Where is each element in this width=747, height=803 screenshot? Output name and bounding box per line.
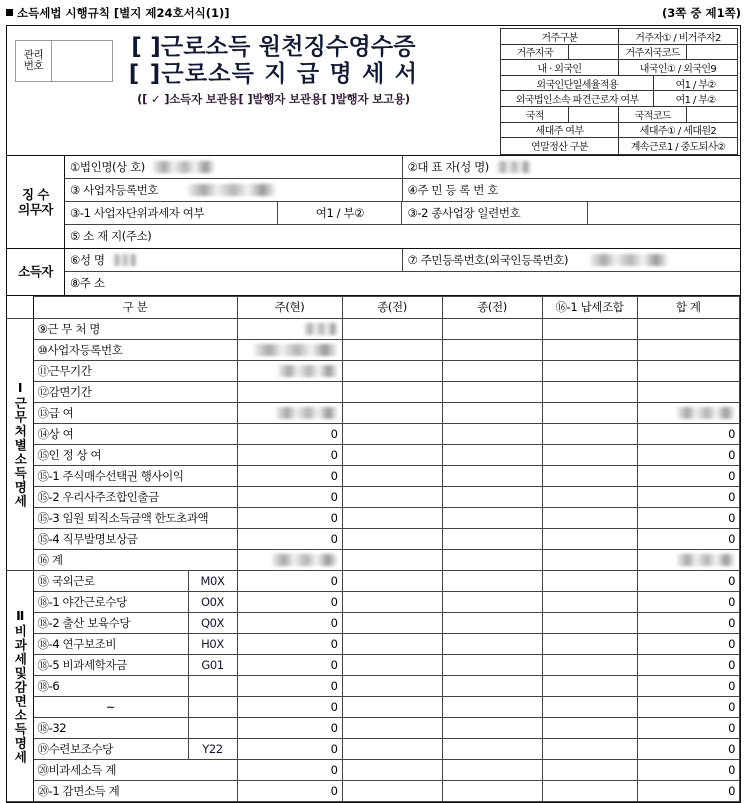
- table-row: [7, 696, 740, 717]
- residency-info-label: 연말정산 구분: [501, 138, 619, 154]
- row-label: ⑩사업자등록번호: [33, 339, 237, 360]
- row-label: ⑱-5 비과세학자금: [33, 654, 188, 675]
- value-previous-2[interactable]: [442, 402, 542, 423]
- section-2-vertical-label: Ⅱ비과세및감면소득명세: [12, 607, 28, 764]
- column-header-0: 구 분: [33, 296, 237, 318]
- residency-info-label: 내국인① / 외국인9: [639, 63, 717, 75]
- regulation-reference: 소득세법 시행규칙 [별지 제24호서식(1)]: [17, 6, 230, 20]
- value-previous-2[interactable]: [442, 759, 542, 780]
- table-row: [7, 423, 740, 444]
- value-tax-association[interactable]: [542, 507, 637, 528]
- value-previous-1[interactable]: [342, 486, 442, 507]
- value-previous-1[interactable]: [342, 318, 442, 339]
- value-previous-2[interactable]: [442, 612, 542, 633]
- section-2-side-cell: [7, 570, 33, 801]
- value-previous-1[interactable]: [342, 507, 442, 528]
- redacted-value: [276, 407, 338, 419]
- residency-info-label: 여1 / 부②: [675, 95, 716, 106]
- row-label: ⑮-4 직무발명보상금: [33, 528, 237, 549]
- value-current-workplace[interactable]: 0: [237, 780, 342, 801]
- value-current-workplace[interactable]: [237, 318, 342, 339]
- value-previous-1[interactable]: [342, 696, 442, 717]
- value-previous-2[interactable]: [442, 633, 542, 654]
- residency-info-row: [501, 29, 737, 45]
- value-current-workplace[interactable]: 0: [237, 696, 342, 717]
- table-row: [7, 675, 740, 696]
- form-header-left: [7, 26, 500, 155]
- row-label: ⑨근 무 처 명: [33, 318, 237, 339]
- value-total[interactable]: [637, 549, 740, 570]
- table-row: [7, 591, 740, 612]
- value-current-workplace[interactable]: [237, 360, 342, 381]
- value-current-workplace[interactable]: [237, 402, 342, 423]
- residency-info-label: 계속근로1 / 중도퇴사②: [630, 142, 726, 154]
- value-previous-1[interactable]: [342, 759, 442, 780]
- field-row: [65, 156, 740, 179]
- value-total[interactable]: 0: [637, 486, 740, 507]
- redacted-value: [677, 407, 735, 419]
- value-current-workplace[interactable]: 0: [237, 717, 342, 738]
- residency-info-input[interactable]: [569, 45, 619, 60]
- field-row: [65, 272, 740, 295]
- row-label: ⑱ 국외근로: [33, 570, 188, 591]
- table-row: [7, 444, 740, 465]
- row-label: ⑮-1 주식매수선택권 행사이익: [33, 465, 237, 486]
- residency-info-input[interactable]: [569, 107, 619, 122]
- row-label: ⑬급 여: [33, 402, 237, 423]
- residency-info-label: 국적: [501, 107, 569, 122]
- value-tax-association[interactable]: [542, 486, 637, 507]
- business-address-label: ⑤ 소 재 지(주소): [70, 229, 152, 244]
- redacted-value: [677, 554, 735, 566]
- redacted-value: [278, 365, 338, 377]
- residency-info-row: [501, 107, 737, 123]
- residency-info-label: 거주지국: [501, 45, 569, 60]
- field-row: [65, 249, 740, 272]
- earner-registration-number-value-redacted: [590, 254, 668, 266]
- value-tax-association[interactable]: [542, 423, 637, 444]
- row-label: ⑱-1 야간근로수당: [33, 591, 188, 612]
- representative-name-label: ②대 표 자(성 명): [407, 159, 489, 174]
- earner-address-label: ⑧주 소: [70, 276, 105, 291]
- table-row: [7, 654, 740, 675]
- value-total[interactable]: 0: [637, 738, 740, 759]
- field-row: [65, 179, 740, 202]
- earner-name-field[interactable]: [65, 249, 403, 271]
- value-current-workplace[interactable]: 0: [237, 486, 342, 507]
- value-previous-2[interactable]: [442, 423, 542, 444]
- income-earner-fields: [65, 249, 740, 295]
- page-caption: [0, 0, 747, 25]
- value-previous-1[interactable]: [342, 549, 442, 570]
- residency-info-table: [500, 28, 738, 155]
- management-number-box[interactable]: [15, 40, 113, 82]
- page-number-label: (3쪽 중 제1쪽): [662, 6, 741, 20]
- branch-serial-number-input[interactable]: [588, 202, 740, 224]
- value-total[interactable]: 0: [637, 528, 740, 549]
- value-previous-2[interactable]: [442, 528, 542, 549]
- value-tax-association[interactable]: [542, 738, 637, 759]
- value-total[interactable]: [637, 402, 740, 423]
- value-previous-2[interactable]: [442, 570, 542, 591]
- row-label: ⑪근무기간: [33, 360, 237, 381]
- residency-info-label: 국적코드: [619, 107, 687, 122]
- nontax-code: [188, 675, 237, 696]
- income-earner-side-label: 소득자: [7, 249, 65, 295]
- value-current-workplace[interactable]: [237, 381, 342, 402]
- corporate-name-value-redacted: [153, 161, 215, 173]
- value-total[interactable]: [637, 339, 740, 360]
- table-row: [7, 738, 740, 759]
- column-header-3: 종(전): [442, 296, 542, 318]
- value-previous-1[interactable]: [342, 339, 442, 360]
- management-number-input[interactable]: [52, 41, 112, 81]
- branch-serial-number-label: ③-2 종사업장 일련번호: [402, 202, 588, 224]
- earner-registration-number-label: ⑦ 주민등록번호(외국인등록번호): [407, 252, 569, 267]
- row-label: ⑳-1 감면소득 계: [33, 780, 237, 801]
- table-header-row: [7, 296, 740, 318]
- column-header-2: 종(전): [342, 296, 442, 318]
- value-previous-2[interactable]: [442, 654, 542, 675]
- value-tax-association[interactable]: [542, 696, 637, 717]
- square-bullet-icon: [6, 9, 13, 16]
- representative-name-field[interactable]: [403, 156, 741, 178]
- earner-address-field[interactable]: [65, 272, 740, 295]
- value-total[interactable]: 0: [637, 570, 740, 591]
- table-row: [7, 549, 740, 570]
- value-tax-association[interactable]: [542, 318, 637, 339]
- table-row: [7, 570, 740, 591]
- row-label: ⑱-4 연구보조비: [33, 633, 188, 654]
- value-previous-2[interactable]: [442, 486, 542, 507]
- value-tax-association[interactable]: [542, 612, 637, 633]
- value-total[interactable]: 0: [637, 759, 740, 780]
- residency-info-label: 세대주 여부: [501, 123, 619, 138]
- nontax-code: Y22: [188, 738, 237, 759]
- value-previous-2[interactable]: [442, 360, 542, 381]
- residency-info-row: [501, 138, 737, 154]
- residency-info-label: 거주구분: [501, 29, 619, 44]
- row-label: ⑲수련보조수당: [33, 738, 188, 759]
- value-previous-1[interactable]: [342, 465, 442, 486]
- nontax-code: G01: [188, 654, 237, 675]
- nontax-code: Q0X: [188, 612, 237, 633]
- value-current-workplace[interactable]: 0: [237, 465, 342, 486]
- section-1-side-cell: [7, 318, 33, 570]
- value-previous-1[interactable]: [342, 633, 442, 654]
- value-previous-1[interactable]: [342, 423, 442, 444]
- value-current-workplace[interactable]: 0: [237, 570, 342, 591]
- value-current-workplace[interactable]: 0: [237, 612, 342, 633]
- earner-registration-number-field[interactable]: [403, 249, 741, 271]
- value-previous-2[interactable]: [442, 318, 542, 339]
- corporate-name-field[interactable]: [65, 156, 403, 178]
- withholding-agent-side-label: [7, 156, 65, 248]
- row-label: ⑱-32: [33, 717, 188, 738]
- caption-left-group: [6, 5, 230, 21]
- residency-info-label: 외국인단일세율적용: [501, 76, 654, 91]
- withholding-agent-section: [7, 156, 740, 249]
- redacted-value: [272, 554, 338, 566]
- row-label: ⑱-2 출산 보육수당: [33, 612, 188, 633]
- value-previous-2[interactable]: [442, 381, 542, 402]
- table-row: [7, 612, 740, 633]
- value-tax-association[interactable]: [542, 528, 637, 549]
- withholding-agent-fields: [65, 156, 740, 248]
- table-row: [7, 486, 740, 507]
- withholding-agent-label-line2: 의무자: [18, 201, 53, 217]
- value-previous-2[interactable]: [442, 717, 542, 738]
- value-total[interactable]: 0: [637, 465, 740, 486]
- form-title-line2: [ ]근로소득 지 급 명 세 서: [128, 61, 419, 87]
- value-tax-association[interactable]: [542, 759, 637, 780]
- nontax-code: [188, 717, 237, 738]
- value-current-workplace[interactable]: 0: [237, 738, 342, 759]
- value-total[interactable]: 0: [637, 591, 740, 612]
- income-detail-table-body: [7, 318, 740, 801]
- residency-info-row: [501, 91, 737, 107]
- value-tax-association[interactable]: [542, 549, 637, 570]
- withholding-agent-label-line1: 징 수: [21, 186, 49, 202]
- field-row: [65, 225, 740, 248]
- row-label: ⑮-3 임원 퇴직소득금액 한도초과액: [33, 507, 237, 528]
- table-row: [7, 717, 740, 738]
- redacted-value: [304, 323, 338, 335]
- value-current-workplace[interactable]: 0: [237, 759, 342, 780]
- resident-registration-number-label: ④주 민 등 록 번 호: [407, 182, 498, 197]
- value-total[interactable]: [637, 360, 740, 381]
- value-previous-1[interactable]: [342, 612, 442, 633]
- table-row: [7, 633, 740, 654]
- column-header-1: 주(현): [237, 296, 342, 318]
- value-current-workplace[interactable]: 0: [237, 633, 342, 654]
- value-tax-association[interactable]: [542, 381, 637, 402]
- value-current-workplace[interactable]: 0: [237, 675, 342, 696]
- row-label: ⑮인 정 상 여: [33, 444, 237, 465]
- value-total[interactable]: 0: [637, 633, 740, 654]
- row-label: ⑫감면기간: [33, 381, 237, 402]
- value-previous-1[interactable]: [342, 528, 442, 549]
- nontax-code: [188, 696, 237, 717]
- value-total[interactable]: 0: [637, 696, 740, 717]
- value-current-workplace[interactable]: 0: [237, 528, 342, 549]
- value-total[interactable]: 0: [637, 780, 740, 801]
- field-row: [65, 202, 740, 225]
- row-label: ⑱-6: [33, 675, 188, 696]
- value-tax-association[interactable]: [542, 360, 637, 381]
- form-header: [7, 26, 740, 156]
- value-previous-2[interactable]: [442, 444, 542, 465]
- value-previous-2[interactable]: [442, 696, 542, 717]
- value-total[interactable]: [637, 318, 740, 339]
- table-row: [7, 360, 740, 381]
- value-total[interactable]: [637, 381, 740, 402]
- value-current-workplace[interactable]: [237, 339, 342, 360]
- value-previous-2[interactable]: [442, 591, 542, 612]
- residency-info-input[interactable]: [687, 107, 737, 122]
- nontax-code: M0X: [188, 570, 237, 591]
- earner-name-value-redacted: [113, 254, 137, 266]
- representative-name-value-redacted: [497, 161, 531, 173]
- value-tax-association[interactable]: [542, 675, 637, 696]
- residency-info-input[interactable]: [687, 45, 737, 60]
- value-previous-1[interactable]: [342, 591, 442, 612]
- value-previous-1[interactable]: [342, 717, 442, 738]
- value-tax-association[interactable]: [542, 570, 637, 591]
- value-total[interactable]: 0: [637, 423, 740, 444]
- table-row: [7, 381, 740, 402]
- management-number-label-line2: 번호: [23, 60, 44, 72]
- business-registration-number-label: ③ 사업자등록번호: [70, 182, 159, 197]
- row-label: ~: [33, 696, 188, 717]
- management-number-label: [16, 41, 52, 81]
- business-registration-number-field[interactable]: [65, 179, 403, 201]
- value-tax-association[interactable]: [542, 339, 637, 360]
- value-previous-1[interactable]: [342, 675, 442, 696]
- value-total[interactable]: 0: [637, 507, 740, 528]
- corporate-name-label: ①법인명(상 호): [70, 159, 145, 174]
- value-current-workplace[interactable]: 0: [237, 591, 342, 612]
- unit-taxpayer-status-options[interactable]: 여1 / 부②: [278, 202, 402, 224]
- income-detail-table: [7, 296, 740, 802]
- value-tax-association[interactable]: [542, 633, 637, 654]
- row-label: ⑳비과세소득 계: [33, 759, 237, 780]
- form-title-line1: [ ]근로소득 원천징수영수증: [131, 34, 416, 60]
- value-previous-1[interactable]: [342, 738, 442, 759]
- value-previous-2[interactable]: [442, 675, 542, 696]
- form-copy-type-options[interactable]: ([ ✓ ]소득자 보관용[ ]발행자 보관용[ ]발행자 보고용): [137, 92, 410, 106]
- table-row: [7, 759, 740, 780]
- residency-info-label: 여1 / 부②: [675, 79, 716, 91]
- value-previous-1[interactable]: [342, 444, 442, 465]
- nontax-code: O0X: [188, 591, 237, 612]
- value-current-workplace[interactable]: 0: [237, 507, 342, 528]
- value-tax-association[interactable]: [542, 402, 637, 423]
- value-total[interactable]: 0: [637, 654, 740, 675]
- tax-receipt-form: [6, 25, 741, 803]
- value-total[interactable]: 0: [637, 717, 740, 738]
- value-previous-1[interactable]: [342, 780, 442, 801]
- resident-registration-number-field[interactable]: [403, 179, 741, 201]
- value-previous-2[interactable]: [442, 738, 542, 759]
- row-label: ⑮-2 우리사주조합인출금: [33, 486, 237, 507]
- table-corner-cell: [7, 296, 33, 318]
- residency-info-label: 내 · 외국인: [501, 60, 619, 75]
- nontax-code: H0X: [188, 633, 237, 654]
- value-tax-association[interactable]: [542, 591, 637, 612]
- value-previous-2[interactable]: [442, 780, 542, 801]
- row-label: ⑯ 계: [33, 549, 237, 570]
- value-total[interactable]: 0: [637, 612, 740, 633]
- business-registration-number-value-redacted: [188, 184, 276, 196]
- income-earner-section: [7, 249, 740, 296]
- value-current-workplace[interactable]: 0: [237, 654, 342, 675]
- unit-taxpayer-status-label: ③-1 사업자단위과세자 여부: [65, 202, 278, 224]
- redacted-value: [254, 344, 338, 356]
- earner-name-label: ⑥성 명: [70, 252, 105, 267]
- value-previous-2[interactable]: [442, 549, 542, 570]
- value-tax-association[interactable]: [542, 717, 637, 738]
- value-total[interactable]: 0: [637, 675, 740, 696]
- value-previous-2[interactable]: [442, 507, 542, 528]
- value-previous-1[interactable]: [342, 360, 442, 381]
- value-previous-2[interactable]: [442, 465, 542, 486]
- table-row: [7, 318, 740, 339]
- table-row: [7, 780, 740, 801]
- residency-info-row: [501, 45, 737, 61]
- income-detail-table-head: [7, 296, 740, 318]
- table-row: [7, 339, 740, 360]
- column-header-5: 합 계: [637, 296, 740, 318]
- value-previous-2[interactable]: [442, 339, 542, 360]
- residency-info-label: 거주자① / 비거주자2: [635, 32, 721, 44]
- table-row: [7, 402, 740, 423]
- value-previous-1[interactable]: [342, 381, 442, 402]
- table-row: [7, 465, 740, 486]
- value-tax-association[interactable]: [542, 444, 637, 465]
- value-tax-association[interactable]: [542, 654, 637, 675]
- residency-info-row: [501, 76, 737, 92]
- table-row: [7, 507, 740, 528]
- row-label: ⑭상 여: [33, 423, 237, 444]
- management-number-label-line1: 관리: [23, 48, 44, 61]
- business-address-field[interactable]: [65, 225, 740, 248]
- table-row: [7, 528, 740, 549]
- value-previous-1[interactable]: [342, 654, 442, 675]
- value-current-workplace[interactable]: 0: [237, 444, 342, 465]
- value-tax-association[interactable]: [542, 465, 637, 486]
- value-total[interactable]: 0: [637, 444, 740, 465]
- value-current-workplace[interactable]: 0: [237, 423, 342, 444]
- value-tax-association[interactable]: [542, 780, 637, 801]
- residency-info-label: 외국법인소속 파견근로자 여부: [501, 91, 654, 106]
- value-previous-1[interactable]: [342, 570, 442, 591]
- residency-info-row: [501, 123, 737, 139]
- section-1-vertical-label: Ⅰ근무처별소득명세: [12, 380, 28, 509]
- residency-info-label: 세대주① / 세대원2: [639, 126, 717, 138]
- column-header-4: ⑯-1 납세조합: [542, 296, 637, 318]
- residency-info-row: [501, 60, 737, 76]
- residency-info-label: 거주지국코드: [619, 45, 687, 60]
- value-previous-1[interactable]: [342, 402, 442, 423]
- value-current-workplace[interactable]: [237, 549, 342, 570]
